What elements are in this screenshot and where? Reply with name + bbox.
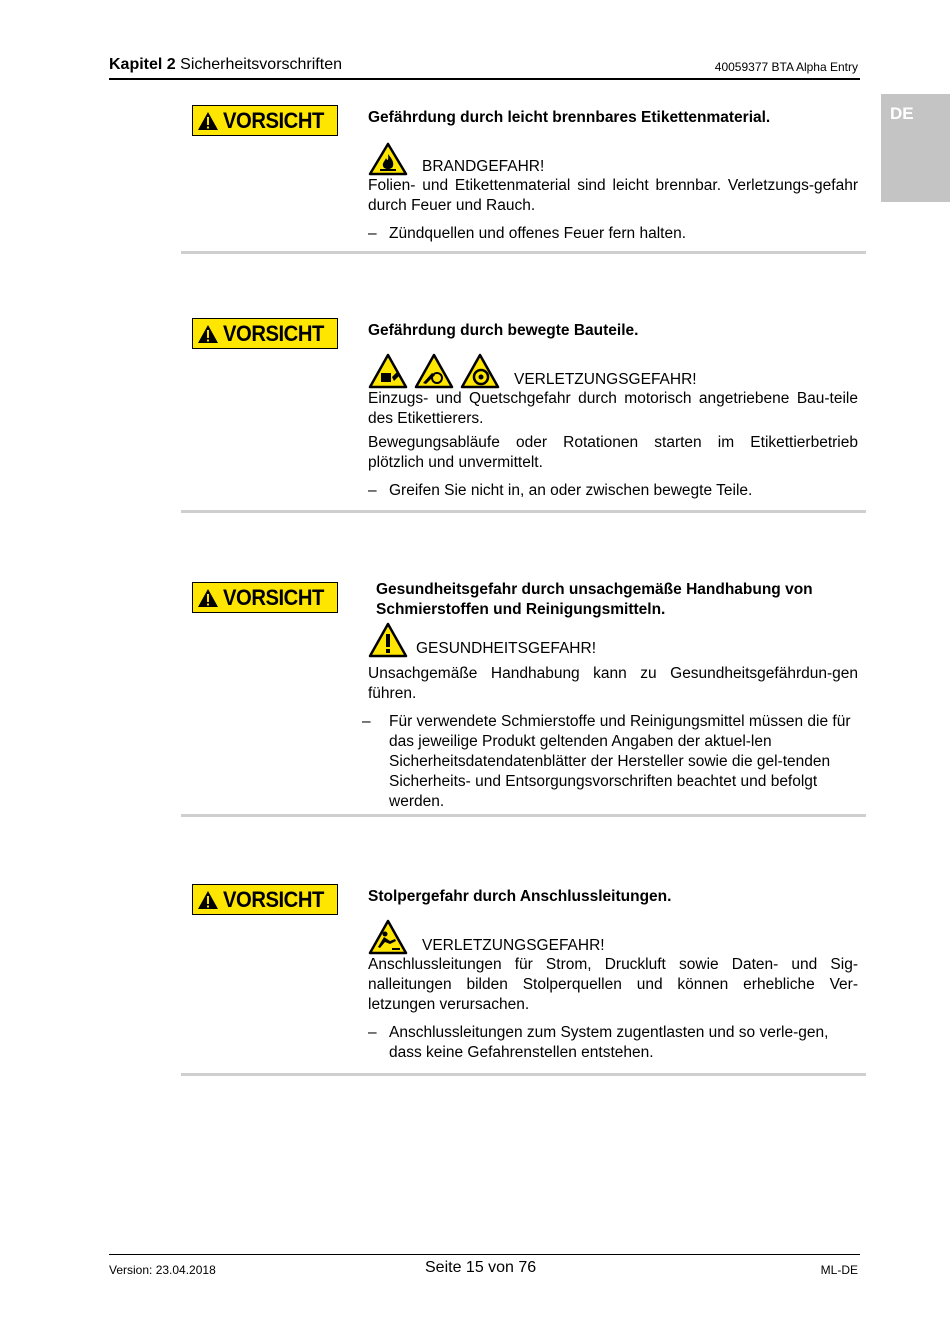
warning-icon — [197, 111, 219, 131]
warning-text: Einzugs- und Quetschgefahr durch motorisch angetriebene Bau-teile des Etikettierers. — [368, 390, 858, 427]
warning-text: Bewegungsabläufe oder Rotationen starten im Etikettierbetrieb plötzlich und unvermittelt. — [368, 434, 858, 471]
action-item: – Zündquellen und offenes Feuer fern halten. — [368, 225, 687, 242]
warning-title: Gefährdung durch leicht brennbares Etikettenmaterial. — [368, 109, 771, 126]
warning-block-trip — [181, 879, 866, 1076]
vorsicht-label: VORSICHT — [223, 584, 324, 610]
chapter-heading — [109, 56, 342, 74]
warning-block-fire — [181, 100, 866, 254]
warning-icon — [197, 588, 219, 608]
vorsicht-label: VORSICHT — [223, 320, 324, 346]
vorsicht-label: VORSICHT — [223, 886, 324, 912]
vorsicht-label: VORSICHT — [223, 107, 324, 133]
language-tab — [881, 94, 950, 202]
warning-text: Anschlussleitungen für Strom, Druckluft sowie Daten- und Sig-nalleitungen bilden Stolperquellen und können erhebliche Ver-letzungen verursachen. — [368, 956, 858, 1013]
action-item: – Greifen Sie nicht in, an oder zwischen bewegte Teile. — [368, 482, 753, 499]
action-text: Für verwendete Schmierstoffe und Reinigungsmittel müssen die für das jeweilige Produkt geltenden Angaben der aktuel-len Sicherheitsdatendatenblätter der Hersteller sowie die gel-tenden Sicherheits- und Entsorgungsvorschriften beachtet und befolgt werden. — [389, 713, 851, 810]
general-warning-icon — [368, 622, 408, 658]
page-number: Seite 15 von 76 — [425, 1259, 537, 1276]
page-header — [109, 56, 860, 80]
vorsicht-badge — [192, 582, 338, 613]
action-item: – Anschlussleitungen zum System zugentlasten und so verle-gen, dass keine Gefahrenstellen entstehen. — [368, 1023, 858, 1063]
trip-hazard-icon — [368, 919, 408, 955]
warning-block-health — [181, 577, 866, 817]
fire-hazard-icon — [368, 142, 408, 176]
warning-block-moving-parts — [181, 313, 866, 513]
document-id: 40059377 BTA Alpha Entry — [714, 60, 858, 74]
version-date: Version: 23.04.2018 — [109, 1263, 216, 1277]
warning-title: Stolpergefahr durch Anschlussleitungen. — [368, 888, 672, 905]
chapter-title: Sicherheitsvorschriften — [180, 56, 342, 73]
vorsicht-badge — [192, 318, 338, 349]
hazard-label: GESUNDHEITSGEFAHR! — [416, 640, 596, 657]
entanglement-hazard-icon — [414, 353, 454, 389]
crush-hazard-icon — [368, 353, 408, 389]
action-text: Greifen Sie nicht in, an oder zwischen bewegte Teile. — [389, 482, 753, 499]
chapter-number: Kapitel 2 — [109, 56, 176, 73]
hazard-label: VERLETZUNGSGEFAHR! — [422, 937, 605, 954]
vorsicht-badge — [192, 884, 338, 915]
warning-text: Unsachgemäße Handhabung kann zu Gesundheitsgefährdun-gen führen. — [368, 665, 858, 702]
action-text: Anschlussleitungen zum System zugentlasten und so verle-gen, dass keine Gefahrenstellen entstehen. — [389, 1024, 829, 1061]
action-item: – Für verwendete Schmierstoffe und Reinigungsmittel müssen die für das jeweilige Produkt geltenden Angaben der aktuel-len Sicherheitsdatendatenblätter der Hersteller sowie die gel-tenden Sicherheits- und Entsorgungsvorschriften beachtet und befolgt werden. — [368, 712, 858, 812]
warning-title: Gefährdung durch bewegte Bauteile. — [368, 322, 639, 339]
rotating-parts-hazard-icon — [460, 353, 500, 389]
language-code: ML-DE — [820, 1263, 858, 1277]
page-footer — [109, 1254, 860, 1285]
language-tab-label: DE — [890, 104, 914, 123]
action-text: Zündquellen und offenes Feuer fern halten. — [389, 225, 687, 242]
vorsicht-badge — [192, 105, 338, 136]
warning-text: Folien- und Etikettenmaterial sind leicht brennbar. Verletzungs-gefahr durch Feuer und Rauch. — [368, 177, 858, 214]
hazard-label: VERLETZUNGSGEFAHR! — [514, 371, 697, 388]
warning-icon — [197, 890, 219, 910]
hazard-label: BRANDGEFAHR! — [422, 158, 545, 175]
warning-title: Gesundheitsgefahr durch unsachgemäße Handhabung von Schmierstoffen und Reinigungsmitteln. — [376, 581, 813, 618]
warning-icon — [197, 324, 219, 344]
